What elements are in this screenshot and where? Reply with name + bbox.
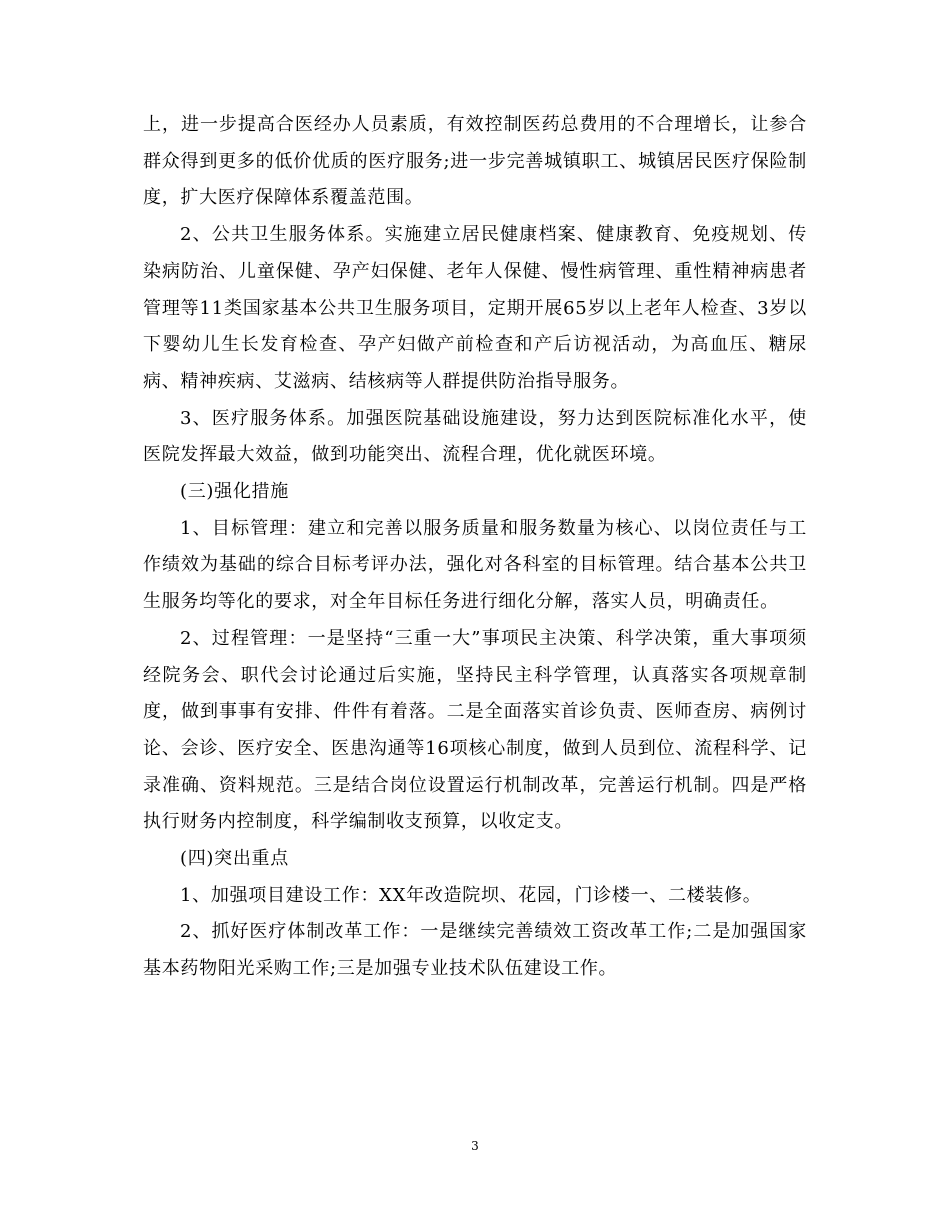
paragraph-system-reform: 2、抓好医疗体制改革工作：一是继续完善绩效工资改革工作;二是加强国家基本药物阳光采购工作;三是加强专业技术队伍建设工作。 <box>143 921 807 980</box>
body-text <box>143 107 807 988</box>
section-heading-measures: (三)强化措施 <box>180 481 289 503</box>
paragraph-continuation: 上，进一步提高合医经办人员素质，有效控制医药总费用的不合理增长，让参合群众得到更多的低价优质的医疗服务;进一步完善城镇职工、城镇居民医疗保险制度，扩大医疗保障体系覆盖范围。 <box>143 114 807 209</box>
paragraph-process-management: 2、过程管理：一是坚持“三重一大”事项民主决策、科学决策，重大事项须经院务会、职代会讨论通过后实施，坚持民主科学管理，认真落实各项规章制度，做到事事有安排、件件有着落。二是全面落实首诊负责、医师查房、病例讨论、会诊、医疗安全、医患沟通等16项核心制度，做到人员到位、流程科学、记录准确、资料规范。三是结合岗位设置运行机制改革，完善运行机制。四是严格执行财务内控制度，科学编制收支预算，以收定支。 <box>143 627 807 833</box>
paragraph-medical-service-system: 3、医疗服务体系。加强医院基础设施建设，努力达到医院标准化水平，使医院发挥最大效益，做到功能突出、流程合理，优化就医环境。 <box>143 407 807 466</box>
paragraph-target-management: 1、目标管理：建立和完善以服务质量和服务数量为核心、以岗位责任与工作绩效为基础的综合目标考评办法，强化对各科室的目标管理。结合基本公共卫生服务均等化的要求，对全年目标任务进行细化分解，落实人员，明确责任。 <box>143 517 807 613</box>
section-heading-key-points: (四)突出重点 <box>180 848 289 870</box>
page-number: 3 <box>471 1139 479 1153</box>
paragraph-project-construction: 1、加强项目建设工作：XX年改造院坝、花园，门诊楼一、二楼装修。 <box>180 884 762 906</box>
paragraph-public-health-system: 2、公共卫生服务体系。实施建立居民健康档案、健康教育、免疫规划、传染病防治、儿童保健、孕产妇保健、老年人保健、慢性病管理、重性精神病患者管理等11类国家基本公共卫生服务项目，定期开展65岁以上老年人检查、3岁以下婴幼儿生长发育检查、孕产妇做产前检查和产后访视活动，为高血压、糖尿病、精神疾病、艾滋病、结核病等人群提供防治指导服务。 <box>143 224 807 392</box>
